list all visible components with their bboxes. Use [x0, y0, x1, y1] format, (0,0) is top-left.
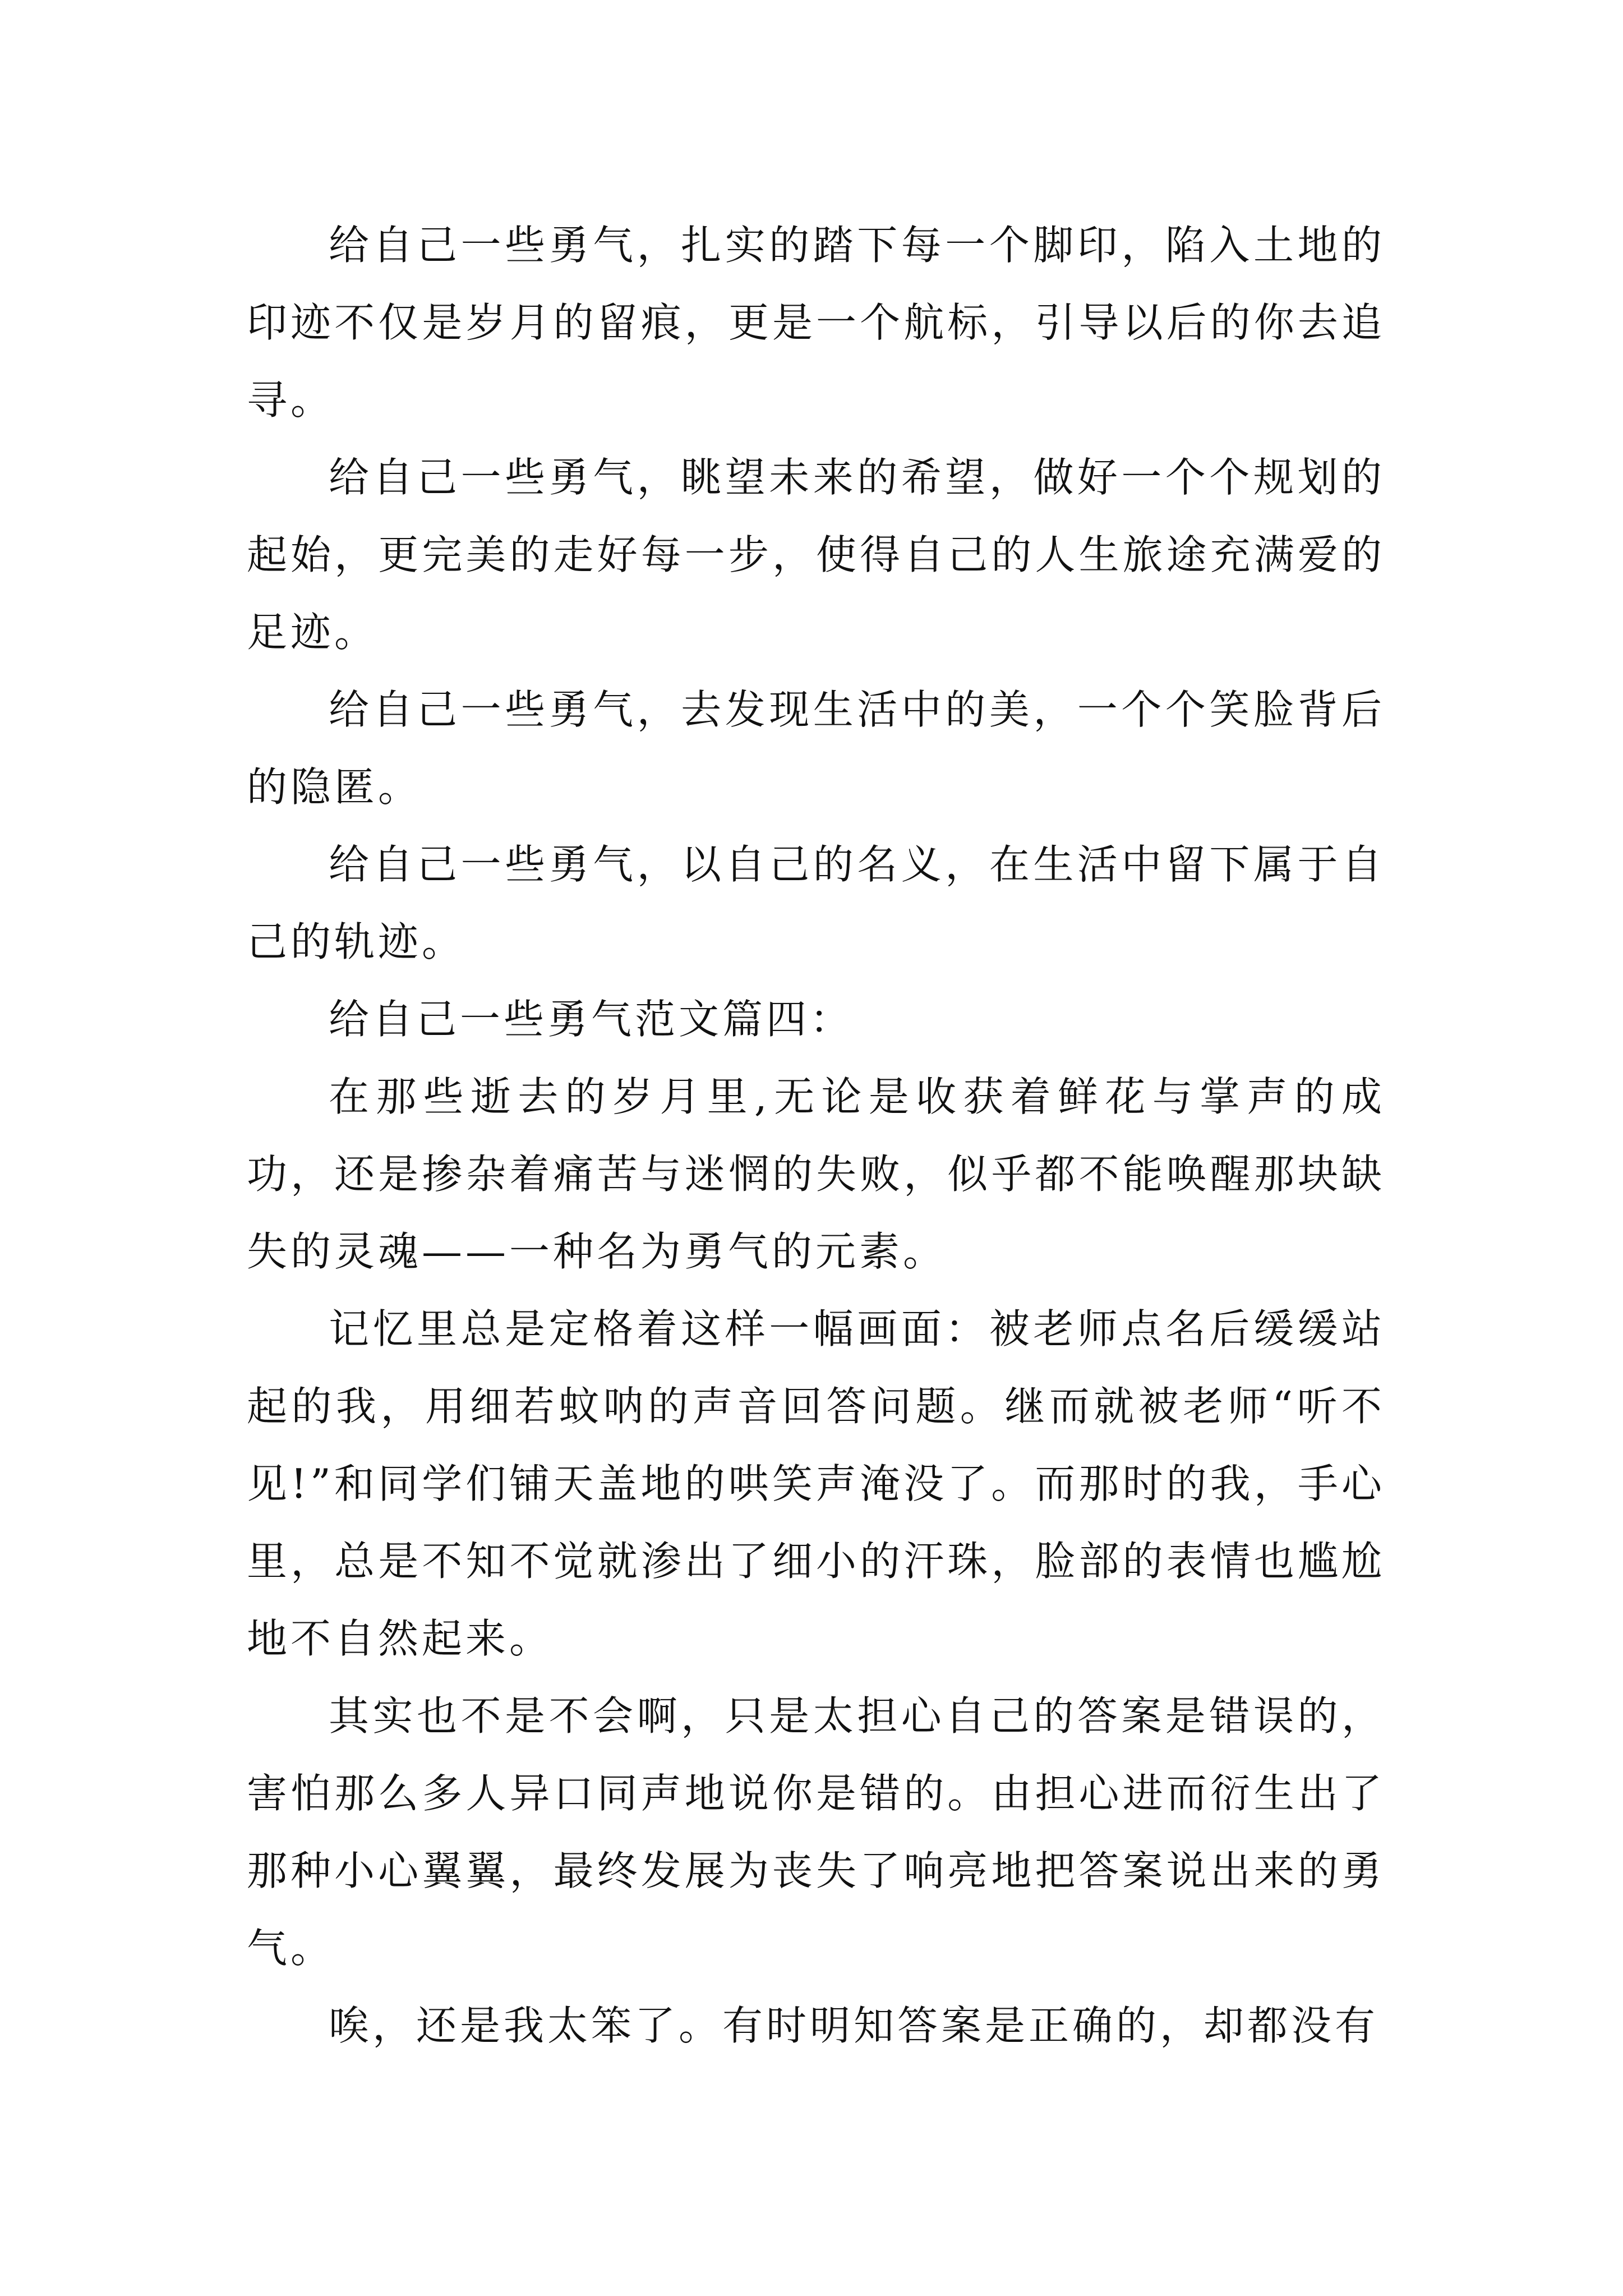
document-body [247, 206, 1385, 2064]
paragraph: 给自己一些勇气，以自己的名义，在生活中留下属于自己的轨迹。 [247, 841, 1385, 965]
paragraph: 给自己一些勇气，扎实的踏下每一个脚印，陷入土地的印迹不仅是岁月的留痕，更是一个航标，引导以后的你去追寻。 [247, 222, 1385, 424]
paragraph: 唉，还是我太笨了。有时明知答案是正确的，却都没有 [329, 2002, 1379, 2049]
paragraph: 在那些逝去的岁月里,无论是收获着鲜花与掌声的成功，还是掺杂着痛苦与迷惘的失败，似乎都不能唤醒那块缺失的灵魂——一种名为勇气的元素。 [247, 1073, 1385, 1275]
section-heading: 给自己一些勇气范文篇四： [329, 996, 854, 1043]
paragraph: 给自己一些勇气，眺望未来的希望，做好一个个规划的起始，更完美的走好每一步，使得自己的人生旅途充满爱的足迹。 [247, 454, 1385, 656]
paragraph: 记忆里总是定格着这样一幅画面：被老师点名后缓缓站起的我，用细若蚊呐的声音回答问题。继而就被老师“听不见!”和同学们铺天盖地的哄笑声淹没了。而那时的我，手心里，总是不知不觉就渗出了细小的汗珠，脸部的表情也尴尬地不自然起来。 [247, 1305, 1385, 1662]
paragraph: 其实也不是不会啊，只是太担心自己的答案是错误的，害怕那么多人异口同声地说你是错的。由担心进而衍生出了那种小心翼翼，最终发展为丧失了响亮地把答案说出来的勇气。 [247, 1692, 1385, 1972]
paragraph: 给自己一些勇气，去发现生活中的美，一个个笑脸背后的隐匿。 [247, 686, 1385, 811]
